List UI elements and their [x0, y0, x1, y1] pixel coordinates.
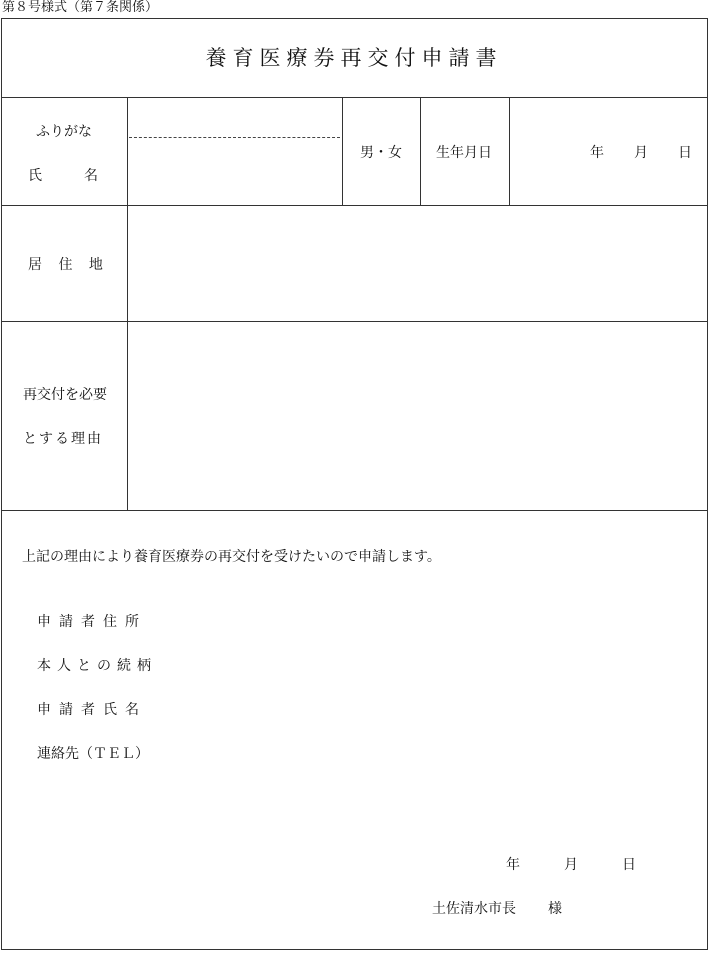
- form-number: 第８号様式（第７条関係）: [2, 0, 159, 15]
- date-month-unit: 月: [564, 857, 578, 873]
- contact-label: 連絡先（ＴＥＬ）: [37, 746, 149, 762]
- birth-day-unit: 日: [678, 145, 692, 161]
- date-year-unit: 年: [506, 857, 520, 873]
- row-divider-name: [1, 205, 708, 206]
- reason-label-line1: 再交付を必要: [23, 387, 107, 403]
- residence-field[interactable]: [130, 208, 706, 318]
- furigana-dashed-line: [129, 137, 340, 138]
- reason-label-line2: とする理由: [23, 431, 103, 447]
- birth-value-column-divider: [509, 97, 510, 205]
- row-divider-reason: [1, 510, 708, 511]
- birth-date-label: 生年月日: [436, 145, 492, 161]
- applicant-address-label: 申請者住所: [37, 614, 147, 630]
- birth-year-unit: 年: [590, 145, 604, 161]
- gender-option[interactable]: 男・女: [360, 145, 402, 161]
- addressee-honorific: 様: [548, 901, 562, 917]
- furigana-label: ふりがな: [36, 124, 92, 140]
- row-divider-residence: [1, 321, 708, 322]
- reason-field[interactable]: [130, 324, 706, 508]
- birth-month-unit: 月: [634, 145, 648, 161]
- applicant-name-label: 申請者氏名: [37, 702, 147, 718]
- residence-label: 居 住 地: [28, 257, 109, 273]
- addressee-name: 土佐清水市長: [432, 901, 516, 917]
- name-field[interactable]: [130, 140, 340, 203]
- furigana-field[interactable]: [130, 103, 340, 135]
- name-label: 氏 名: [28, 168, 98, 184]
- birth-label-column-divider: [420, 97, 421, 205]
- declaration-statement: 上記の理由により養育医療券の再交付を受けたいので申請します。: [22, 549, 441, 565]
- relationship-label: 本人との続柄: [37, 658, 157, 674]
- label-column-divider: [127, 97, 128, 510]
- page-title: 養育医療券再交付申請書: [205, 46, 503, 70]
- date-day-unit: 日: [622, 857, 636, 873]
- row-divider-title: [1, 97, 708, 98]
- gender-column-divider: [342, 97, 343, 205]
